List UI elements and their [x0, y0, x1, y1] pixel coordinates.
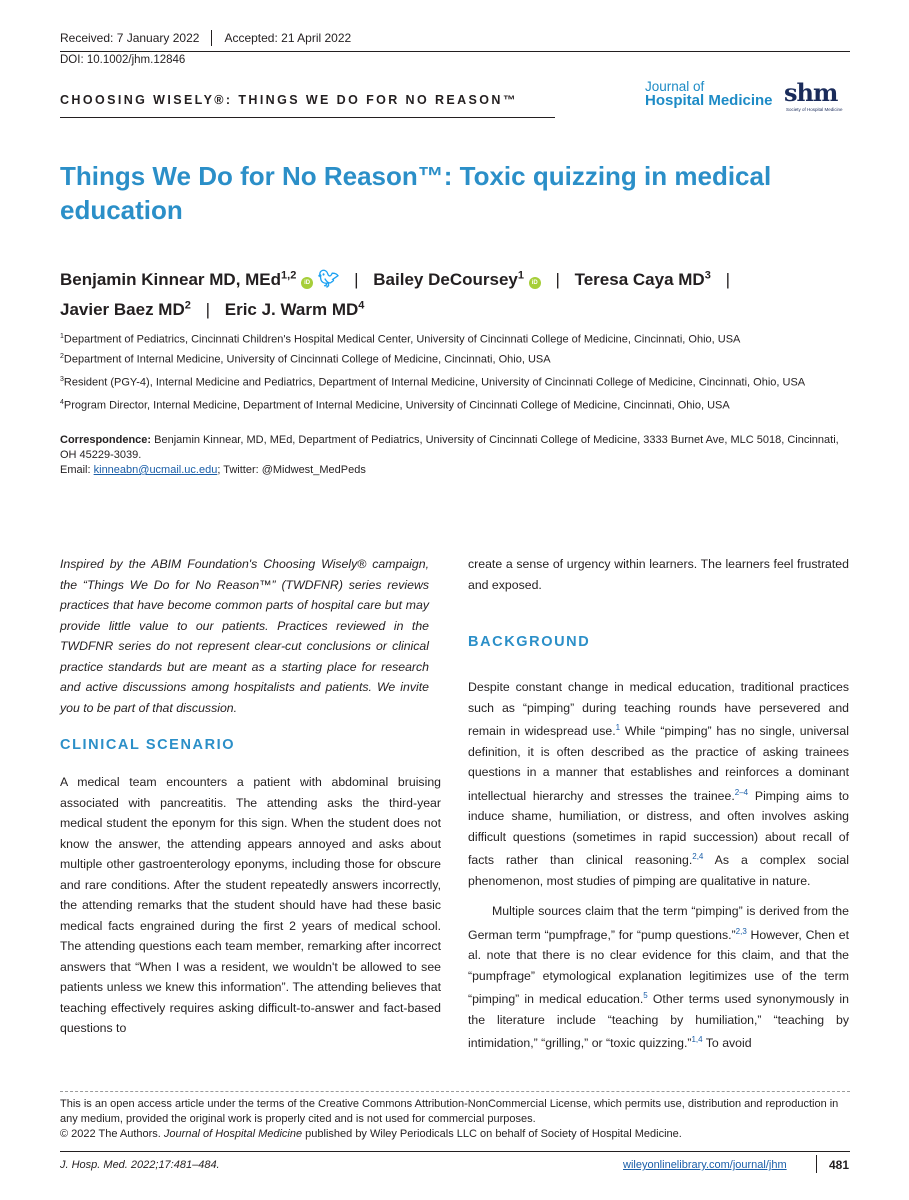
- date-divider: [211, 30, 212, 46]
- page-number-divider: [816, 1155, 817, 1173]
- clinical-scenario-continued: create a sense of urgency within learners. The learners feel frustrated and exposed.: [468, 557, 849, 592]
- affiliation: $^1$Department of Pediatrics, Cincinnati Children's Hospital Medical Center, University of Cincinnati College of Medicine, Cincinnati, Ohio, USA: [60, 333, 741, 346]
- orcid-icon[interactable]: iD: [529, 277, 541, 289]
- series-intro: Inspired by the ABIM Foundation's Choosing Wisely® campaign, the “Things We Do for No Reason™” (TWDFNR) series reviews practices that have become common parts of hospital care but may provide little value to our patients. Practices reviewed in the TWDFNR series do not represent clear-cut conclusions or clinical practice standards but are meant as a starting place for research and active discussions among hospitalists and patients. We invite you to be part of that discussion.: [60, 557, 429, 715]
- correspondence: [60, 433, 850, 478]
- affiliation: $^2$Department of Internal Medicine, University of Cincinnati College of Medicine, Cincinnati, Ohio, USA: [60, 353, 551, 366]
- author-separator: |: [555, 269, 560, 289]
- copyright-suffix: published by Wiley Periodicals LLC on behalf of Society of Hospital Medicine.: [302, 1128, 682, 1140]
- journal-name-line2: Hospital Medicine: [645, 92, 773, 109]
- page-number: 481: [829, 1158, 850, 1172]
- doi: DOI: 10.1002/jhm.12846: [60, 54, 186, 66]
- citation-link[interactable]: 2,4: [692, 852, 704, 862]
- background-paragraph: Multiple sources claim that the term “pimping” is derived from the German term “pumpfrage,” for “pump questions.”$^{2,3}$ However, Chen et al. note that there is no clear evidence for this claim, and that the “pumpfrage” etymological explanation legitimizes use of the term “pimping” in medical education.$^5$ Other terms used synonymously in the literature include “teaching by humiliation,” “teaching by intimidation,” “grilling,” or “toxic quizzing.”$^{1,4}$ To avoid: [468, 904, 849, 1051]
- header-rule: [60, 51, 850, 52]
- affiliation: $^4$Program Director, Internal Medicine, Department of Internal Medicine, University of Cincinnati College of Medicine, Cincinnati, Ohio, USA: [60, 399, 730, 412]
- journal-citation: J. Hosp. Med. 2022;17:481–484.: [60, 1159, 220, 1171]
- shm-logo: shm: [784, 78, 838, 107]
- clinical-scenario-text: A medical team encounters a patient with abdominal bruising associated with pancreatitis. The attending asks the third-year medical student the eponym for this sign. When the student does not know the answer, the attending appears annoyed and asks about multiple other gastroenterology eponyms, including those for obscure and rare conditions. After the student repeatedly answers incorrectly, the attending remarks that the student should have had these basic medical facts engrained during the first 2 years of medical school. The attending questions each team member, remarking after incorrect answers that “When I was a resident, we wouldn't be allowed to see patients unless we knew this information”. The attending believes that teaching effectively requires asking difficult-to-answer and fact-based questions to: [60, 775, 441, 1035]
- author-separator: |: [725, 269, 730, 289]
- copyright-journal: Journal of Hospital Medicine: [163, 1128, 303, 1140]
- citation-link[interactable]: 2–4: [734, 787, 749, 797]
- citation-link[interactable]: 5: [643, 991, 648, 1001]
- footnote-divider: [60, 1091, 850, 1092]
- license-text: This is an open access article under the terms of the Creative Commons Attribution-NonCommercial License, which permits use, distribution and reproduction in any medium, provided the original work is properly cited and is not used for commercial purposes.: [60, 1098, 839, 1125]
- journal-url-link[interactable]: wileyonlinelibrary.com/journal/jhm: [623, 1159, 787, 1171]
- author-separator: |: [354, 269, 359, 289]
- citation-link[interactable]: 1,4: [691, 1035, 703, 1045]
- section-heading-background: BACKGROUND: [468, 634, 591, 650]
- email-link[interactable]: kinneabn@ucmail.uc.edu: [93, 464, 218, 476]
- author-name[interactable]: Eric J. Warm $MD^4$: [224, 299, 365, 320]
- citation-link[interactable]: 1: [615, 723, 621, 732]
- journal-name-line1: Journal of: [645, 79, 705, 94]
- affiliation: $^3$Resident (PGY-4), Internal Medicine and Pediatrics, Department of Internal Medicine, University of Cincinnati College of Medicine, Cincinnati, Ohio, USA: [60, 376, 806, 389]
- twitter-handle: ; Twitter: @Midwest_MedPeds: [217, 464, 366, 476]
- author-name[interactable]: Bailey DeCoursey$^1$: [373, 269, 524, 289]
- author-name[interactable]: Teresa Caya $MD^3$: [574, 269, 711, 289]
- author-list: [60, 262, 850, 323]
- article-title: Things We Do for No Reason™: Toxic quizzing in medical education: [60, 161, 772, 225]
- article-dates: [60, 31, 351, 47]
- citation-link[interactable]: 2,3: [735, 926, 747, 936]
- orcid-icon[interactable]: iD: [301, 277, 313, 289]
- author-name[interactable]: Javier Baez $MD^2$: [60, 299, 191, 320]
- twitter-icon[interactable]: 🐦︎: [317, 269, 340, 289]
- section-rule: [60, 117, 555, 118]
- author-name[interactable]: Benjamin Kinnear MD, MEd$^{1,2}$: [60, 269, 297, 289]
- author-separator: |: [205, 300, 211, 320]
- section-label: CHOOSING WISELY®: THINGS WE DO FOR NO REASON™: [60, 93, 518, 107]
- correspondence-text: Benjamin Kinnear, MD, MEd, Department of Pediatrics, University of Cincinnati College of Medicine, 3333 Burnet Ave, MLC 5018, Cincinnati, OH 45229-3039.: [60, 434, 839, 461]
- journal-logo[interactable]: [640, 80, 850, 116]
- accepted-date: Accepted: 21 April 2022: [224, 31, 352, 46]
- footer-rule: [60, 1151, 850, 1152]
- shm-logo-subtitle: Society of Hospital Medicine: [786, 107, 843, 112]
- received-date: Received: 7 January 2022: [60, 31, 200, 46]
- journal-name: [645, 80, 773, 108]
- license-note: [60, 1097, 850, 1142]
- section-heading-clinical: CLINICAL SCENARIO: [60, 737, 236, 753]
- email-label: Email:: [60, 464, 91, 476]
- copyright-prefix: © 2022 The Authors.: [60, 1128, 164, 1140]
- correspondence-label: Correspondence:: [60, 434, 152, 446]
- background-paragraph: Despite constant change in medical education, traditional practices such as “pimping” during teaching rounds have persevered and remain in widespread use.$^1$ While “pimping” has no single, universal definition, it is often described as the practice of asking trainees questions in a manner that establishes and reinforces a dominant intellectual hierarchy and stresses the trainee.$^{2-4}$ Pimping aims to induce shame, humiliation, or distress, and often involves asking difficult questions (sometimes in rapid succession) about recall of facts rather than clinical reasoning.$^{2,4}$ As a complex social phenomenon, most studies of pimping are qualitative in nature.: [468, 680, 849, 888]
